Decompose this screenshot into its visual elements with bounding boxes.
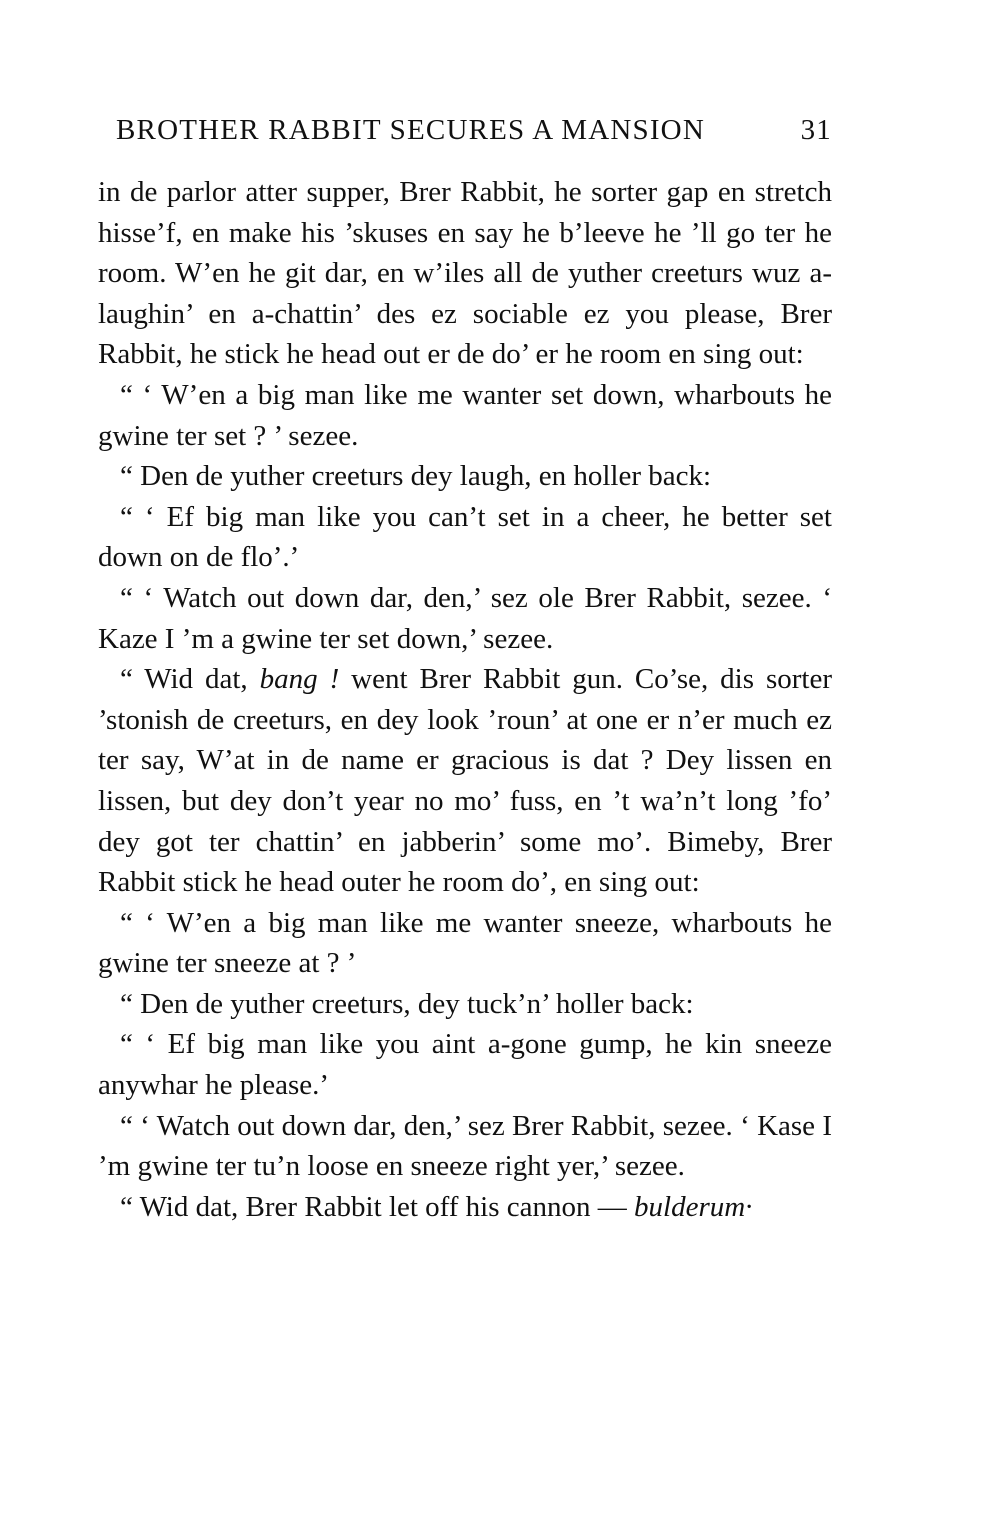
paragraph <box>98 172 832 375</box>
page-number: 31 <box>800 114 832 146</box>
text-run: “ ‘ Ef big man like you aint a-gone gump, he kin sneeze anywhar he please.’ <box>98 1028 832 1102</box>
running-title: BROTHER RABBIT SECURES A MANSION <box>116 114 705 146</box>
paragraph <box>98 984 832 1025</box>
paragraph <box>98 497 832 578</box>
body-text <box>98 172 832 1227</box>
text-run: “ Den de yuther creeturs dey laugh, en holler back: <box>120 460 712 493</box>
italic-text: bulderum· <box>634 1190 753 1223</box>
text-run: went Brer Rabbit gun. Co’se, dis sorter ’stonish de creeturs, en dey look ’roun’ at one er n’er much ez ter say, W’at in de name er gracious is dat ? Dey lissen en lissen, but dey don’t year no mo’ fuss, en ’t wa’n’t long ’fo’ dey got ter chattin’ en jabberin’ some mo’. Bimeby, Brer Rabbit stick he head outer he room do’, en sing out: <box>98 663 832 899</box>
paragraph <box>98 375 832 456</box>
text-run: “ ‘ Watch out down dar, den,’ sez Brer Rabbit, sezee. ‘ Kase I ’m gwine ter tu’n loose en sneeze right yer,’ sezee. <box>98 1109 832 1183</box>
paragraph <box>98 1024 832 1105</box>
paragraph <box>98 659 832 903</box>
paragraph <box>98 903 832 984</box>
paragraph <box>98 1187 832 1228</box>
text-run: in de parlor atter supper, Brer Rabbit, he sorter gap en stretch hisse’f, en make his ’skuses en say he b’leeve he ’ll go ter he room. W’en he git dar, en w’iles all de yuther creeturs wuz a-laughin’ en a-chattin’ des ez sociable ez you please, Brer Rabbit, he stick he head out er de do’ er he room en sing out: <box>98 176 832 371</box>
text-run: “ ‘ Watch out down dar, den,’ sez ole Brer Rabbit, sezee. ‘ Kaze I ’m a gwine ter set down,’ sezee. <box>98 581 832 655</box>
text-run: “ ‘ Ef big man like you can’t set in a cheer, he better set down on de flo’.’ <box>98 500 832 574</box>
text-run: “ Den de yuther creeturs, dey tuck’n’ holler back: <box>120 987 694 1020</box>
paragraph <box>98 456 832 497</box>
text-run: “ ‘ W’en a big man like me wanter set down, wharbouts he gwine ter set ? ’ sezee. <box>98 378 832 452</box>
text-run: “ Wid dat, <box>120 663 260 696</box>
running-header <box>116 112 832 148</box>
paragraph <box>98 1106 832 1187</box>
text-run: “ ‘ W’en a big man like me wanter sneeze, wharbouts he gwine ter sneeze at ? ’ <box>98 906 832 980</box>
italic-text: bang ! <box>259 663 340 696</box>
paragraph <box>98 578 832 659</box>
text-run: “ Wid dat, Brer Rabbit let off his cannon — <box>120 1190 635 1223</box>
